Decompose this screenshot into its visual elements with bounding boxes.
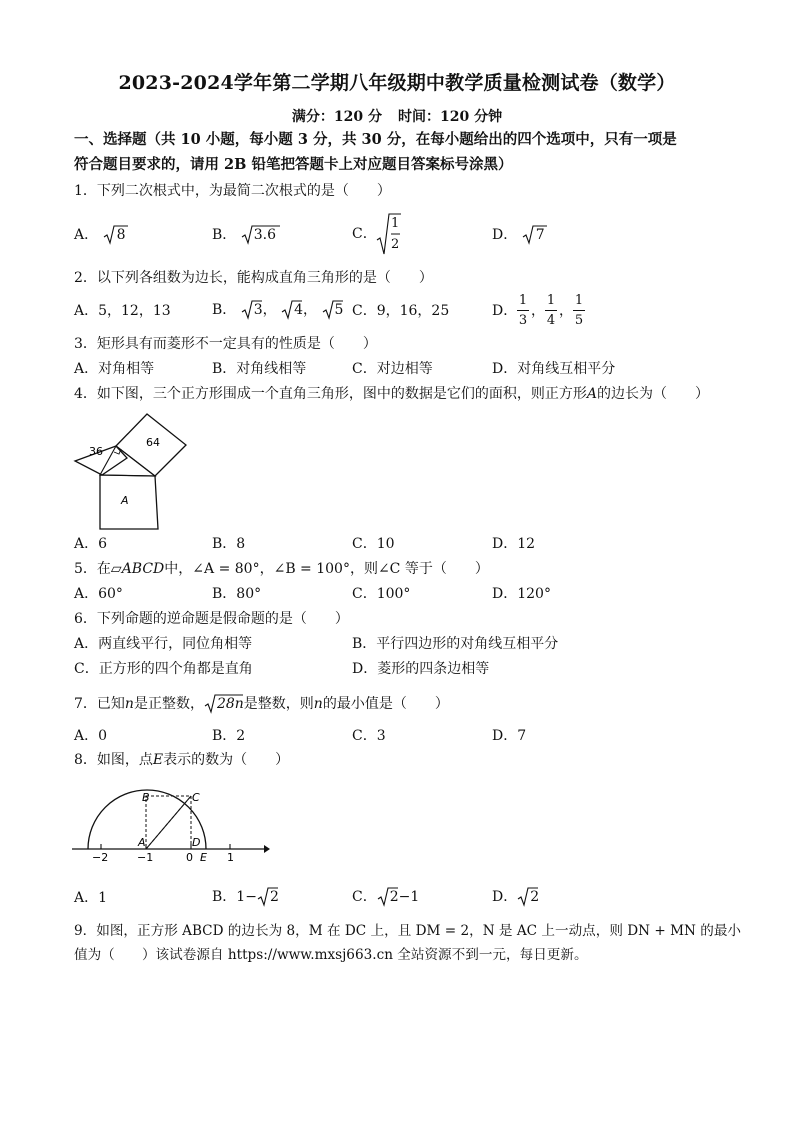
comma: ， — [559, 303, 573, 319]
q1-stem: 1．下列二次根式中，为最简二次根式的是（ ） — [74, 183, 391, 199]
q3-option-a: A．对角相等 — [74, 361, 155, 377]
q4-stem-text: 4．如下图，三个正方形围成一个直角三角形，图中的数据是它们的面积，则正方形 — [74, 386, 587, 402]
var-e: E — [152, 752, 164, 768]
q6-option-d: D．菱形的四条边相等 — [352, 661, 490, 677]
label-e: E — [200, 851, 207, 864]
q4-option-d: D．12 — [492, 536, 536, 552]
q4-stem-end: 的边长为（ ） — [597, 386, 710, 402]
q3-stem: 3．矩形具有而菱形不一定具有的性质是（ ） — [74, 336, 377, 352]
section-heading-line1: 一、选择题（共 10 小题，每小题 3 分，共 30 分，在每小题给出的四个选项中，只有一项是 — [74, 131, 677, 148]
q8-stem-text: 8．如图，点 — [74, 752, 153, 768]
q7-stem-pre: 7．已知 — [74, 696, 125, 712]
q8-number-line-figure — [70, 770, 270, 868]
segment-ac — [146, 796, 191, 849]
q8-option-d — [492, 886, 539, 908]
q7-option-d: D．7 — [492, 728, 527, 744]
q7-stem-mid2: 是整数，则 — [243, 696, 314, 712]
fraction-denominator: 3 — [518, 313, 528, 328]
q4-option-b: B．8 — [212, 536, 246, 552]
q7-option-a: A．0 — [74, 728, 108, 744]
fraction-numerator: 1 — [391, 216, 400, 231]
radicand: 2 — [530, 889, 540, 905]
q7-option-c: C．3 — [352, 728, 386, 744]
radicand: 28n — [216, 696, 244, 712]
q5-option-d: D．120° — [492, 586, 551, 602]
option-letter: C． — [352, 226, 377, 242]
q7-stem-mid: 是正整数， — [133, 696, 204, 712]
q4-squares-figure — [70, 408, 192, 532]
q4-option-c: C．10 — [352, 536, 395, 552]
fraction-denominator: 5 — [574, 313, 584, 328]
tick-label: −2 — [92, 851, 109, 864]
label-64: 64 — [146, 436, 160, 449]
q6-option-c: C．正方形的四个角都是直角 — [74, 661, 253, 677]
tick-label: −1 — [137, 851, 154, 864]
q2-option-c: C．9，16，25 — [352, 303, 450, 319]
q8-stem — [74, 750, 289, 770]
q1-option-a — [74, 224, 126, 246]
q5-stem-parallelogram: ▱ABCD — [110, 561, 165, 577]
q2-option-d — [492, 291, 602, 331]
q4-stem-var: A — [586, 386, 598, 402]
q6-option-b: B．平行四边形的对角线互相平分 — [352, 636, 559, 652]
label-d: D — [192, 836, 201, 849]
q9-stem-line1: 9．如图，正方形 ABCD 的边长为 8，M 在 DC 上，且 DM = 2，N 是 AC 上一动点，则 DN + MN 的最小 — [74, 923, 742, 939]
radicand: 2 — [269, 889, 279, 905]
option-letter: D． — [492, 889, 518, 905]
comma: ， — [531, 303, 545, 319]
q8-option-b — [212, 886, 279, 908]
radicand: 3.6 — [253, 227, 277, 243]
q4-option-a: A．6 — [74, 536, 108, 552]
radicand: 3 — [253, 302, 263, 318]
var-n: n — [124, 696, 134, 712]
section-heading-line2: 符合题目要求的，请用 2B 铅笔把答题卡上对应题目答案标号涂黑） — [74, 156, 513, 173]
q2-stem: 2．以下列各组数为边长，能构成直角三角形的是（ ） — [74, 270, 433, 286]
full-score: 满分：120 分 — [291, 109, 382, 125]
q8-option-a: A．1 — [74, 890, 108, 906]
tick-label: 0 — [186, 851, 193, 864]
q3-option-d: D．对角线互相平分 — [492, 361, 616, 377]
q7-stem-end: 的最小值是（ ） — [322, 696, 449, 712]
radicand: 2 — [389, 889, 399, 905]
option-letter: B． — [212, 889, 237, 905]
label-c: C — [192, 791, 200, 804]
option-letter: D． — [492, 227, 518, 243]
q7-stem — [74, 693, 449, 715]
q8-stem-end: 表示的数为（ ） — [163, 752, 290, 768]
q1-option-b — [212, 224, 276, 246]
q9-stem-line2: 值为（ ）该试卷源自 https://www.mxsj663.cn 全站资源不到一元，每日更新。 — [74, 947, 588, 963]
q1-option-d — [492, 224, 545, 246]
fraction-numerator: 1 — [546, 293, 556, 308]
tick-label: 1 — [227, 851, 234, 864]
exam-meta — [0, 106, 794, 126]
option-letter: B． — [212, 227, 237, 243]
exam-title: 2023-2024学年第二学期八年级期中教学质量检测试卷（数学） — [118, 72, 676, 94]
q4-stem — [74, 384, 709, 404]
q3-option-c: C．对边相等 — [352, 361, 433, 377]
option-letter: A． — [74, 227, 99, 243]
q5-option-a: A．60° — [74, 586, 123, 602]
q5-option-c: C．100° — [352, 586, 411, 602]
option-letter: B． — [212, 302, 237, 318]
q5-stem-rest: 中，∠A = 80°，∠B = 100°，则∠C 等于（ ） — [164, 561, 489, 577]
arrow-icon — [264, 845, 270, 853]
q5-stem — [74, 559, 489, 579]
option-letter: C． — [352, 889, 377, 905]
radicand: 4 — [294, 302, 304, 318]
q2-option-a: A．5，12，13 — [74, 303, 171, 319]
fraction-numerator: 1 — [574, 293, 584, 308]
radicand: 8 — [116, 227, 126, 243]
q6-stem: 6．下列命题的逆命题是假命题的是（ ） — [74, 611, 349, 627]
q8-option-c — [352, 886, 419, 908]
fraction-denominator: 2 — [391, 237, 400, 252]
q6-option-a: A．两直线平行，同位角相等 — [74, 636, 253, 652]
radicand: 5 — [334, 302, 344, 318]
q2-option-b: B． 3， 4， 5 — [212, 299, 343, 321]
q5-stem-pre: 5．在 — [74, 561, 111, 577]
label-a: A — [138, 836, 146, 849]
option-letter: D． — [492, 303, 518, 319]
fraction-numerator: 1 — [518, 293, 528, 308]
q3-option-b: B．对角线相等 — [212, 361, 307, 377]
label-b: B — [142, 791, 150, 804]
q7-option-b: B．2 — [212, 728, 246, 744]
label-a: A — [121, 494, 129, 507]
q5-option-b: B．80° — [212, 586, 262, 602]
expression: 1− — [236, 889, 257, 905]
label-36: 36 — [89, 445, 103, 458]
var-n: n — [313, 696, 323, 712]
square-a — [100, 475, 158, 529]
expression: −1 — [398, 889, 420, 905]
exam-time: 时间：120 分钟 — [398, 109, 503, 125]
radicand: 7 — [535, 227, 545, 243]
fraction-denominator: 4 — [546, 313, 556, 328]
